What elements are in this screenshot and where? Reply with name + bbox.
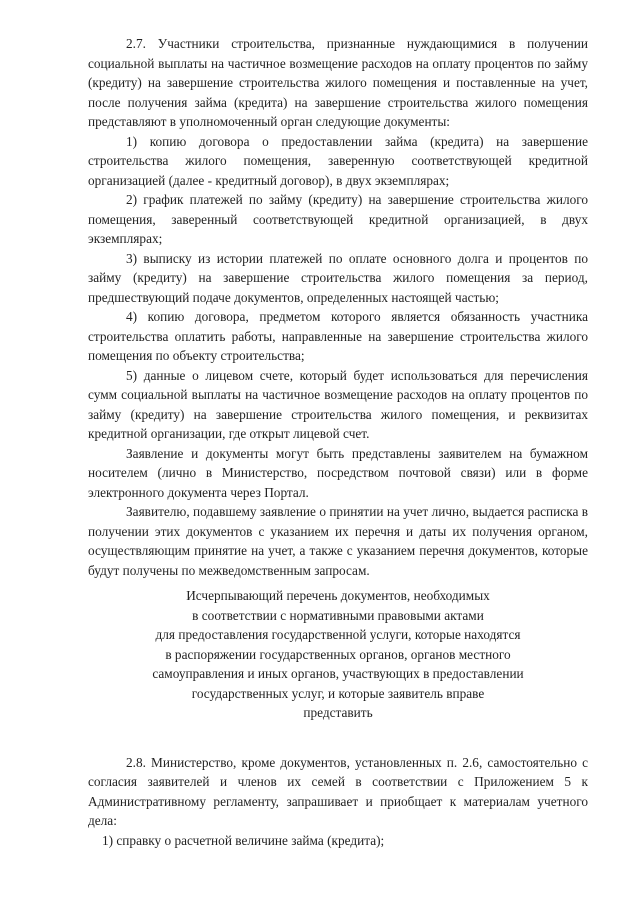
heading-line: для предоставления государственной услуги, которые находятся	[155, 627, 521, 642]
section-2-7-item-2: 2) график платежей по займу (кредиту) на завершение строительства жилого помещения, заверенный соответствующей кредитной организацией, в двух экземплярах;	[88, 192, 588, 246]
paragraph-receipt: Заявителю, подавшему заявление о принятии на учет лично, выдается расписка в получении этих документов с указанием их перечня и даты их получения органом, осуществляющим принятие на учет, а также с указанием перечня документов, которые будут получены по межведомственным запросам.	[88, 504, 588, 578]
heading-line: самоуправления и иных органов, участвующих в предоставлении	[152, 666, 524, 681]
heading-line: Исчерпывающий перечень документов, необходимых	[186, 588, 490, 603]
heading-line: в соответствии с нормативными правовыми актами	[192, 607, 484, 623]
document-body	[88, 34, 588, 850]
section-2-7-item-4: 4) копию договора, предметом которого является обязанность участника строительства оплатить работы, направленные на завершение строительства жилого помещения по объекту строительства;	[88, 309, 588, 363]
section-2-8-intro: 2.8. Министерство, кроме документов, установленных п. 2.6, самостоятельно с согласия заявителей и членов их семей в соответствии с Приложением 5 к Административному регламенту, запрашивает и приобщает к материалам учетного дела:	[88, 754, 588, 828]
section-2-8-item-1: 1) справку о расчетной величине займа (кредита);	[102, 832, 385, 848]
section-2-7-intro: 2.7. Участники строительства, признанные нуждающимися в получении социальной выплаты на частичное возмещение расходов на оплату процентов по займу (кредиту) на завершение строительства жилого помещения и поставленные на учет, после получения займа (кредита) на завершение строительства жилого помещения представляют в уполномоченный орган следующие документы:	[88, 36, 588, 129]
heading-line: представить	[303, 705, 373, 720]
section-heading	[88, 586, 588, 723]
section-2-7-item-1: 1) копию договора о предоставлении займа (кредита) на завершение строительства жилого помещения, заверенную соответствующей кредитной организацией (далее - кредитный договор), в двух экземплярах;	[88, 133, 588, 188]
heading-line: государственных услуг, и которые заявитель вправе	[191, 685, 485, 701]
paragraph-submission: Заявление и документы могут быть представлены заявителем на бумажном носителем (лично в Министерство, посредством почтовой связи) или в форме электронного документа через Портал.	[88, 445, 588, 500]
section-2-7-item-3: 3) выписку из истории платежей по оплате основного долга и процентов по займу (кредиту) на завершение строительства жилого помещения за период, предшествующий подаче документов, определенных настоящей частью;	[88, 250, 588, 305]
spacer	[88, 723, 588, 753]
section-2-7-item-5: 5) данные о лицевом счете, который будет использоваться для перечисления сумм социальной выплаты на частичное возмещение расходов на оплату процентов по займу (кредиту) на завершение строительства жилого помещения, и реквизитах кредитной организации, где открыт лицевой счет.	[88, 367, 588, 441]
heading-line: в распоряжении государственных органов, органов местного	[165, 646, 511, 662]
